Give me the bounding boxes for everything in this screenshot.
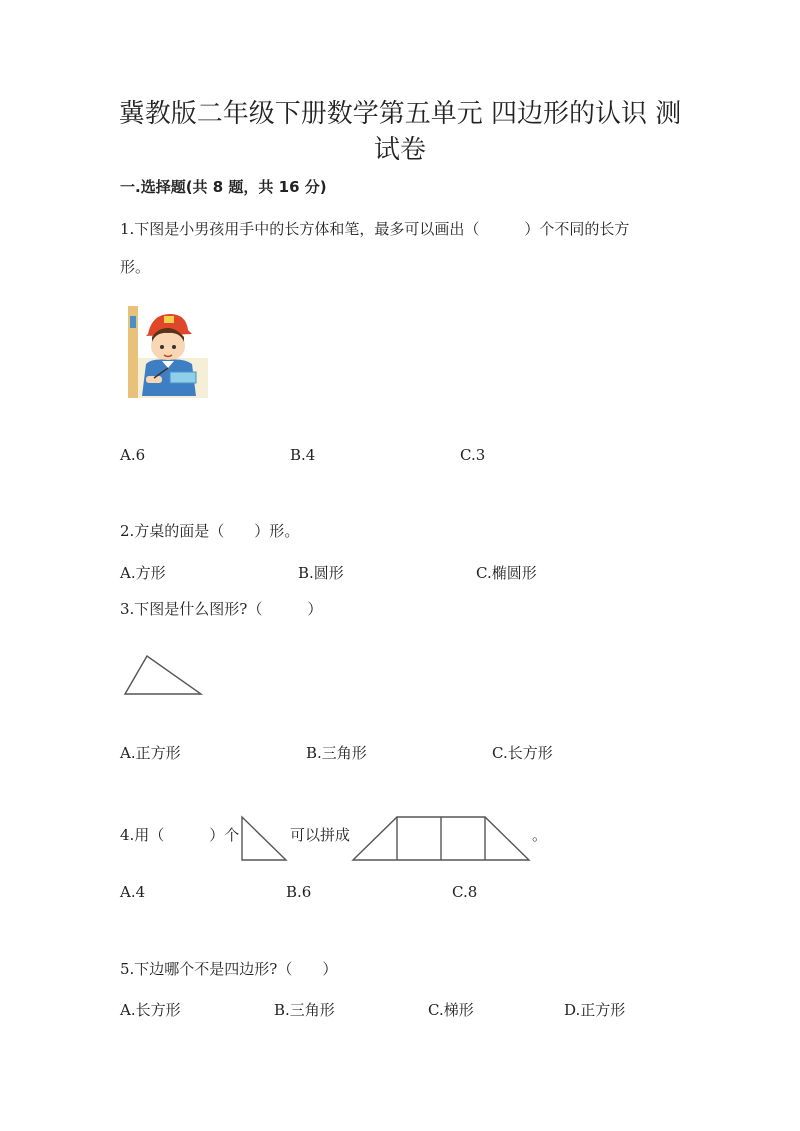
question-2-line-1: 2.方桌的面是（ ）形。 — [120, 522, 300, 540]
question-2-option-a: A.方形 — [120, 564, 166, 582]
question-1-option-b: B.4 — [290, 446, 316, 464]
section-heading: 一.选择题(共 8 题，共 16 分) — [120, 178, 327, 196]
question-3-option-a: A.正方形 — [120, 744, 181, 762]
question-1-option-c: C.3 — [460, 446, 486, 464]
question-4-text-end: 。 — [532, 826, 548, 844]
question-4-text-middle: 可以拼成 — [290, 826, 351, 844]
title-line-1: 冀教版二年级下册数学第五单元 四边形的认识 测 — [118, 99, 682, 129]
question-3-line-1: 3.下图是什么图形?（ ） — [120, 600, 323, 618]
question-4-text-start: 4.用（ ）个 — [120, 826, 240, 844]
question-1-line-2: 形。 — [120, 258, 151, 276]
question-5-option-c: C.梯形 — [428, 1001, 474, 1019]
question-5-option-b: B.三角形 — [274, 1001, 335, 1019]
question-4-option-a: A.4 — [120, 883, 146, 901]
question-4-option-b: B.6 — [286, 883, 312, 901]
question-1-line-1: 1.下图是小男孩用手中的长方体和笔，最多可以画出（ ）个不同的长方 — [120, 220, 630, 238]
question-2-option-b: B.圆形 — [298, 564, 344, 582]
question-5-line-1: 5.下边哪个不是四边形?（ ） — [120, 960, 338, 978]
question-3-option-b: B.三角形 — [306, 744, 367, 762]
question-5-option-a: A.长方形 — [120, 1001, 181, 1019]
trapezoid-figure — [350, 815, 532, 863]
page-title — [100, 96, 700, 168]
question-2-option-c: C.椭圆形 — [476, 564, 537, 582]
boy-drawing-illustration — [126, 306, 208, 398]
question-1-option-a: A.6 — [120, 446, 146, 464]
question-5-option-d: D.正方形 — [564, 1001, 626, 1019]
question-4-option-c: C.8 — [452, 883, 478, 901]
right-triangle-figure — [240, 815, 290, 863]
question-3-option-c: C.长方形 — [492, 744, 553, 762]
title-line-2: 试卷 — [373, 135, 426, 165]
triangle-figure — [120, 650, 206, 698]
